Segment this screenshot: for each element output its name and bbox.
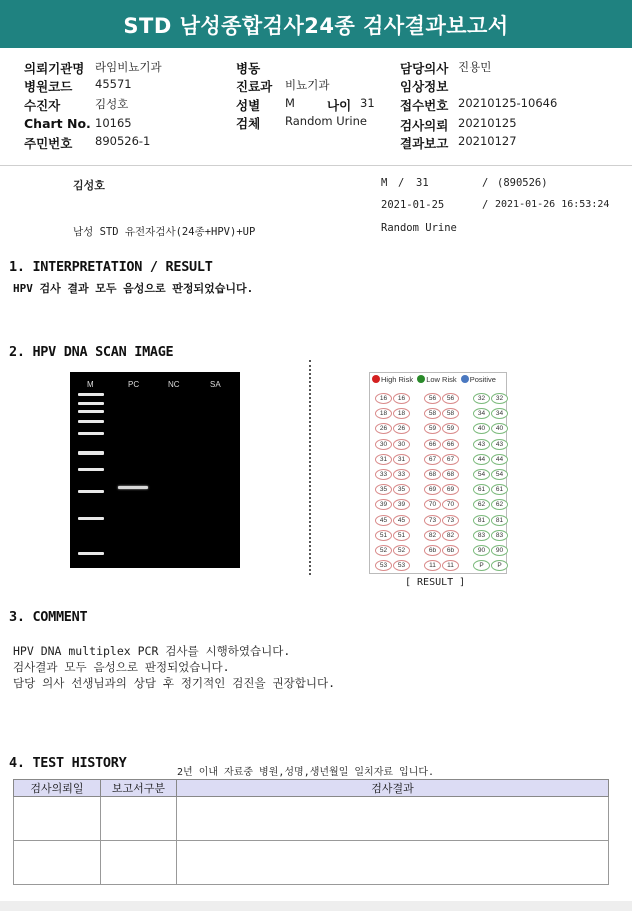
history-col-result: 검사결과 — [177, 780, 609, 797]
hpv-type-cell: 31 — [375, 454, 392, 465]
separator-slash: / — [398, 177, 405, 189]
marker-band — [78, 490, 104, 493]
history-note: 2년 이내 자료중 병원,성명,생년월일 일치자료 입니다. — [177, 767, 435, 778]
hpv-type-cell: P — [491, 560, 508, 571]
marker-band — [78, 517, 104, 520]
section-heading-scan: 2. HPV DNA SCAN IMAGE — [9, 344, 174, 360]
marker-band — [78, 402, 104, 405]
hpv-type-cell: 35 — [393, 484, 410, 495]
table-row — [14, 797, 609, 841]
hpv-type-cell: 33 — [375, 469, 392, 480]
hpv-type-cell: 73 — [424, 515, 441, 526]
hpv-type-cell: 26 — [375, 423, 392, 434]
hpv-type-cell: 18 — [393, 408, 410, 419]
hpv-type-cell: 83 — [473, 530, 490, 541]
grid-row — [374, 543, 504, 558]
patient-sex: M — [381, 177, 388, 189]
value-sex: M — [285, 96, 295, 110]
hpv-type-cell: 66 — [442, 439, 459, 450]
hpv-type-cell: 58 — [442, 408, 459, 419]
hpv-type-cell: 32 — [473, 393, 490, 404]
hpv-type-cell: 83 — [491, 530, 508, 541]
high-risk-dot-icon — [372, 375, 380, 383]
grid-row — [374, 437, 504, 452]
grid-row — [374, 558, 504, 573]
positive-dot-icon — [461, 375, 469, 383]
hpv-type-cell: 81 — [491, 515, 508, 526]
value-resident-number: 890526-1 — [95, 134, 151, 148]
gel-lane-label: NC — [168, 380, 180, 389]
hpv-type-cell: 44 — [491, 454, 508, 465]
label-request-date: 검사의뢰 — [400, 118, 449, 133]
hpv-type-cell: P — [473, 560, 490, 571]
hpv-type-cell: 43 — [491, 439, 508, 450]
hpv-type-cell: 90 — [491, 545, 508, 556]
legend-positive: Positive — [469, 375, 496, 384]
hpv-type-cell: 67 — [424, 454, 441, 465]
value-age: 31 — [360, 96, 375, 110]
history-col-report-type: 보고서구분 — [101, 780, 177, 797]
marker-band — [78, 420, 104, 423]
test-name: 남성 STD 유전자검사(24종+HPV)+UP — [73, 226, 256, 238]
hpv-type-cell: 62 — [491, 499, 508, 510]
hpv-type-cell: 68 — [442, 469, 459, 480]
hpv-type-cell: 82 — [424, 530, 441, 541]
grid-row — [374, 528, 504, 543]
label-hospital-code: 병원코드 — [24, 79, 73, 94]
value-doctor: 진용민 — [458, 60, 492, 74]
hpv-type-cell: 54 — [473, 469, 490, 480]
separator-slash: / — [482, 199, 489, 211]
label-report-date: 결과보고 — [400, 136, 449, 151]
hpv-type-cell: 40 — [473, 423, 490, 434]
hpv-type-cell: 82 — [442, 530, 459, 541]
comment-line: HPV DNA multiplex PCR 검사를 시행하였습니다. — [13, 644, 291, 658]
section-heading-history: 4. TEST HISTORY — [9, 755, 127, 771]
received-date: 2021-01-25 — [381, 199, 445, 211]
low-risk-dot-icon — [417, 375, 425, 383]
table-row — [14, 841, 609, 885]
report-title: STD 남성종합검사24종 검사결과보고서 — [0, 0, 632, 48]
section-heading-interpretation: 1. INTERPRETATION / RESULT — [9, 259, 213, 275]
value-report-date: 20210127 — [458, 134, 517, 148]
hpv-type-cell: 81 — [473, 515, 490, 526]
hpv-type-cell: 45 — [375, 515, 392, 526]
legend-low-risk: Low Risk — [426, 375, 457, 384]
hpv-type-cell: 30 — [393, 439, 410, 450]
hpv-type-cell: 61 — [491, 484, 508, 495]
label-ward: 병동 — [236, 61, 261, 76]
hpv-type-cell: 56 — [424, 393, 441, 404]
grid-row — [374, 482, 504, 497]
grid-legend — [372, 375, 506, 387]
hpv-type-cell: 52 — [375, 545, 392, 556]
comment-line: 담당 의사 선생님과의 상담 후 정기적인 검진을 권장합니다. — [13, 676, 336, 690]
report-header — [0, 48, 632, 166]
hpv-type-cell: 69 — [424, 484, 441, 495]
hpv-type-cell: 16 — [393, 393, 410, 404]
marker-band — [78, 451, 104, 455]
hpv-type-cell: 33 — [393, 469, 410, 480]
hpv-type-cell: 68 — [424, 469, 441, 480]
marker-band — [78, 393, 104, 396]
label-clinical-info: 임상정보 — [400, 79, 449, 94]
hpv-type-cell: 44 — [473, 454, 490, 465]
grid-row — [374, 421, 504, 436]
hpv-type-cell: 45 — [393, 515, 410, 526]
gel-lane-label: M — [87, 380, 94, 389]
marker-band — [78, 468, 104, 471]
hpv-result-grid — [369, 372, 507, 574]
hpv-type-cell: 69 — [442, 484, 459, 495]
history-table — [13, 779, 609, 885]
hpv-type-cell: 54 — [491, 469, 508, 480]
label-receipt-number: 접수번호 — [400, 98, 449, 113]
history-col-request-date: 검사의뢰일 — [14, 780, 101, 797]
scan-divider — [309, 360, 311, 575]
hpv-type-cell: 62 — [473, 499, 490, 510]
hpv-type-cell: 52 — [393, 545, 410, 556]
hpv-type-cell: 51 — [375, 530, 392, 541]
hpv-type-cell: 51 — [393, 530, 410, 541]
specimen-type: Random Urine — [381, 222, 457, 234]
grid-row — [374, 391, 504, 406]
hpv-type-cell: 66 — [424, 439, 441, 450]
marker-band — [78, 432, 104, 435]
value-request-date: 20210125 — [458, 116, 517, 130]
hpv-type-cell: 6b — [442, 545, 459, 556]
hpv-type-cell: 26 — [393, 423, 410, 434]
legend-high-risk: High Risk — [381, 375, 414, 384]
hpv-type-cell: 53 — [393, 560, 410, 571]
page-footer-bar — [0, 901, 632, 911]
gel-image — [70, 372, 240, 568]
marker-band — [78, 552, 104, 555]
hpv-type-cell: 11 — [442, 560, 459, 571]
label-specimen: 검체 — [236, 116, 261, 131]
hpv-type-cell: 31 — [393, 454, 410, 465]
label-chart-no: Chart No. — [24, 116, 91, 131]
grid-row — [374, 452, 504, 467]
hpv-type-cell: 16 — [375, 393, 392, 404]
patient-birth: (890526) — [497, 177, 548, 189]
pc-band — [118, 486, 148, 489]
value-receipt-number: 20210125-10646 — [458, 96, 558, 110]
hpv-type-cell: 6b — [424, 545, 441, 556]
value-hospital-code: 45571 — [95, 77, 132, 91]
patient-name: 김성호 — [73, 179, 105, 192]
hpv-type-cell: 70 — [424, 499, 441, 510]
result-label: [ RESULT ] — [405, 577, 466, 588]
hpv-type-cell: 34 — [491, 408, 508, 419]
hpv-type-cell: 67 — [442, 454, 459, 465]
hpv-type-cell: 18 — [375, 408, 392, 419]
value-chart-no: 10165 — [95, 116, 132, 130]
hpv-type-cell: 30 — [375, 439, 392, 450]
label-doctor: 담당의사 — [400, 61, 449, 76]
hpv-type-cell: 56 — [442, 393, 459, 404]
gel-lane-label: SA — [210, 380, 221, 389]
value-patient: 김성호 — [95, 97, 129, 111]
hpv-type-cell: 39 — [393, 499, 410, 510]
hpv-type-cell: 32 — [491, 393, 508, 404]
hpv-type-cell: 39 — [375, 499, 392, 510]
grid-row — [374, 497, 504, 512]
hpv-type-cell: 70 — [442, 499, 459, 510]
hpv-type-cell: 43 — [473, 439, 490, 450]
hpv-type-cell: 53 — [375, 560, 392, 571]
grid-row — [374, 513, 504, 528]
marker-band — [78, 410, 104, 413]
label-sex: 성별 — [236, 98, 261, 113]
label-department: 진료과 — [236, 79, 273, 94]
comment-line: 검사결과 모두 음성으로 판정되었습니다. — [13, 660, 230, 674]
hpv-type-cell: 58 — [424, 408, 441, 419]
label-patient: 수진자 — [24, 98, 61, 113]
hpv-type-cell: 40 — [491, 423, 508, 434]
gel-lane-label: PC — [128, 380, 140, 389]
hpv-type-cell: 11 — [424, 560, 441, 571]
value-requesting-institution: 라임비뇨기과 — [95, 60, 162, 74]
label-age: 나이 — [327, 98, 352, 113]
grid-row — [374, 406, 504, 421]
label-requesting-institution: 의뢰기관명 — [24, 61, 85, 76]
separator-slash: / — [482, 177, 489, 189]
hpv-type-cell: 73 — [442, 515, 459, 526]
value-specimen: Random Urine — [285, 114, 367, 128]
value-department: 비뇨기과 — [285, 78, 330, 92]
hpv-type-cell: 59 — [442, 423, 459, 434]
hpv-type-cell: 35 — [375, 484, 392, 495]
reported-datetime: 2021-01-26 16:53:24 — [495, 199, 610, 210]
grid-row — [374, 467, 504, 482]
interpretation-text: HPV 검사 결과 모두 음성으로 판정되었습니다. — [13, 282, 254, 295]
hpv-type-cell: 90 — [473, 545, 490, 556]
patient-age: 31 — [416, 177, 429, 189]
label-resident-number: 주민번호 — [24, 136, 73, 151]
hpv-type-cell: 34 — [473, 408, 490, 419]
hpv-type-cell: 59 — [424, 423, 441, 434]
hpv-type-cell: 61 — [473, 484, 490, 495]
section-heading-comment: 3. COMMENT — [9, 609, 88, 625]
grid-body — [374, 391, 504, 573]
